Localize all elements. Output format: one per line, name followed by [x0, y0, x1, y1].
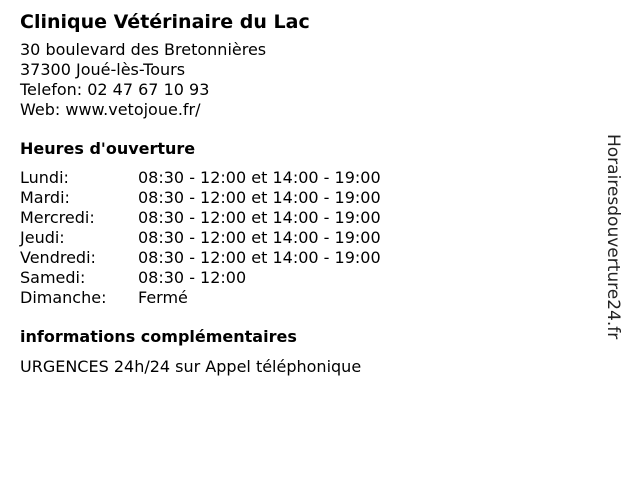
day-hours: 08:30 - 12:00 et 14:00 - 19:00 [138, 208, 381, 227]
day-hours: 08:30 - 12:00 et 14:00 - 19:00 [138, 248, 381, 267]
info-text: URGENCES 24h/24 sur Appel téléphonique [20, 357, 362, 376]
hours-row-sunday [20, 288, 580, 308]
business-card [20, 8, 580, 377]
day-hours: 08:30 - 12:00 [138, 268, 247, 287]
phone-number[interactable]: Telefon: 02 47 67 10 93 [20, 80, 210, 99]
hours-row-saturday [20, 268, 580, 288]
hours-heading: Heures d'ouverture [20, 139, 196, 158]
day-hours: Fermé [138, 288, 188, 307]
hours-row-wednesday [20, 208, 580, 228]
info-heading: informations complémentaires [20, 327, 297, 346]
hours-row-monday [20, 168, 580, 188]
day-label: Mardi: [20, 188, 70, 207]
hours-row-tuesday [20, 188, 580, 208]
day-label: Jeudi: [20, 228, 65, 247]
hours-row-thursday [20, 228, 580, 248]
day-label: Dimanche: [20, 288, 107, 307]
business-name: Clinique Vétérinaire du Lac [20, 11, 310, 33]
day-hours: 08:30 - 12:00 et 14:00 - 19:00 [138, 228, 381, 247]
address-line2: 37300 Joué-lès-Tours [20, 60, 186, 79]
day-label: Vendredi: [20, 248, 96, 267]
day-label: Samedi: [20, 268, 86, 287]
day-label: Mercredi: [20, 208, 95, 227]
website-link[interactable]: Web: www.vetojoue.fr/ [20, 100, 201, 119]
address-line1: 30 boulevard des Bretonnières [20, 40, 267, 59]
day-hours: 08:30 - 12:00 et 14:00 - 19:00 [138, 168, 381, 187]
day-hours: 08:30 - 12:00 et 14:00 - 19:00 [138, 188, 381, 207]
site-watermark-link[interactable]: Horairesdouverture24.fr [603, 134, 623, 340]
hours-list [20, 168, 580, 308]
day-label: Lundi: [20, 168, 69, 187]
hours-row-friday [20, 248, 580, 268]
